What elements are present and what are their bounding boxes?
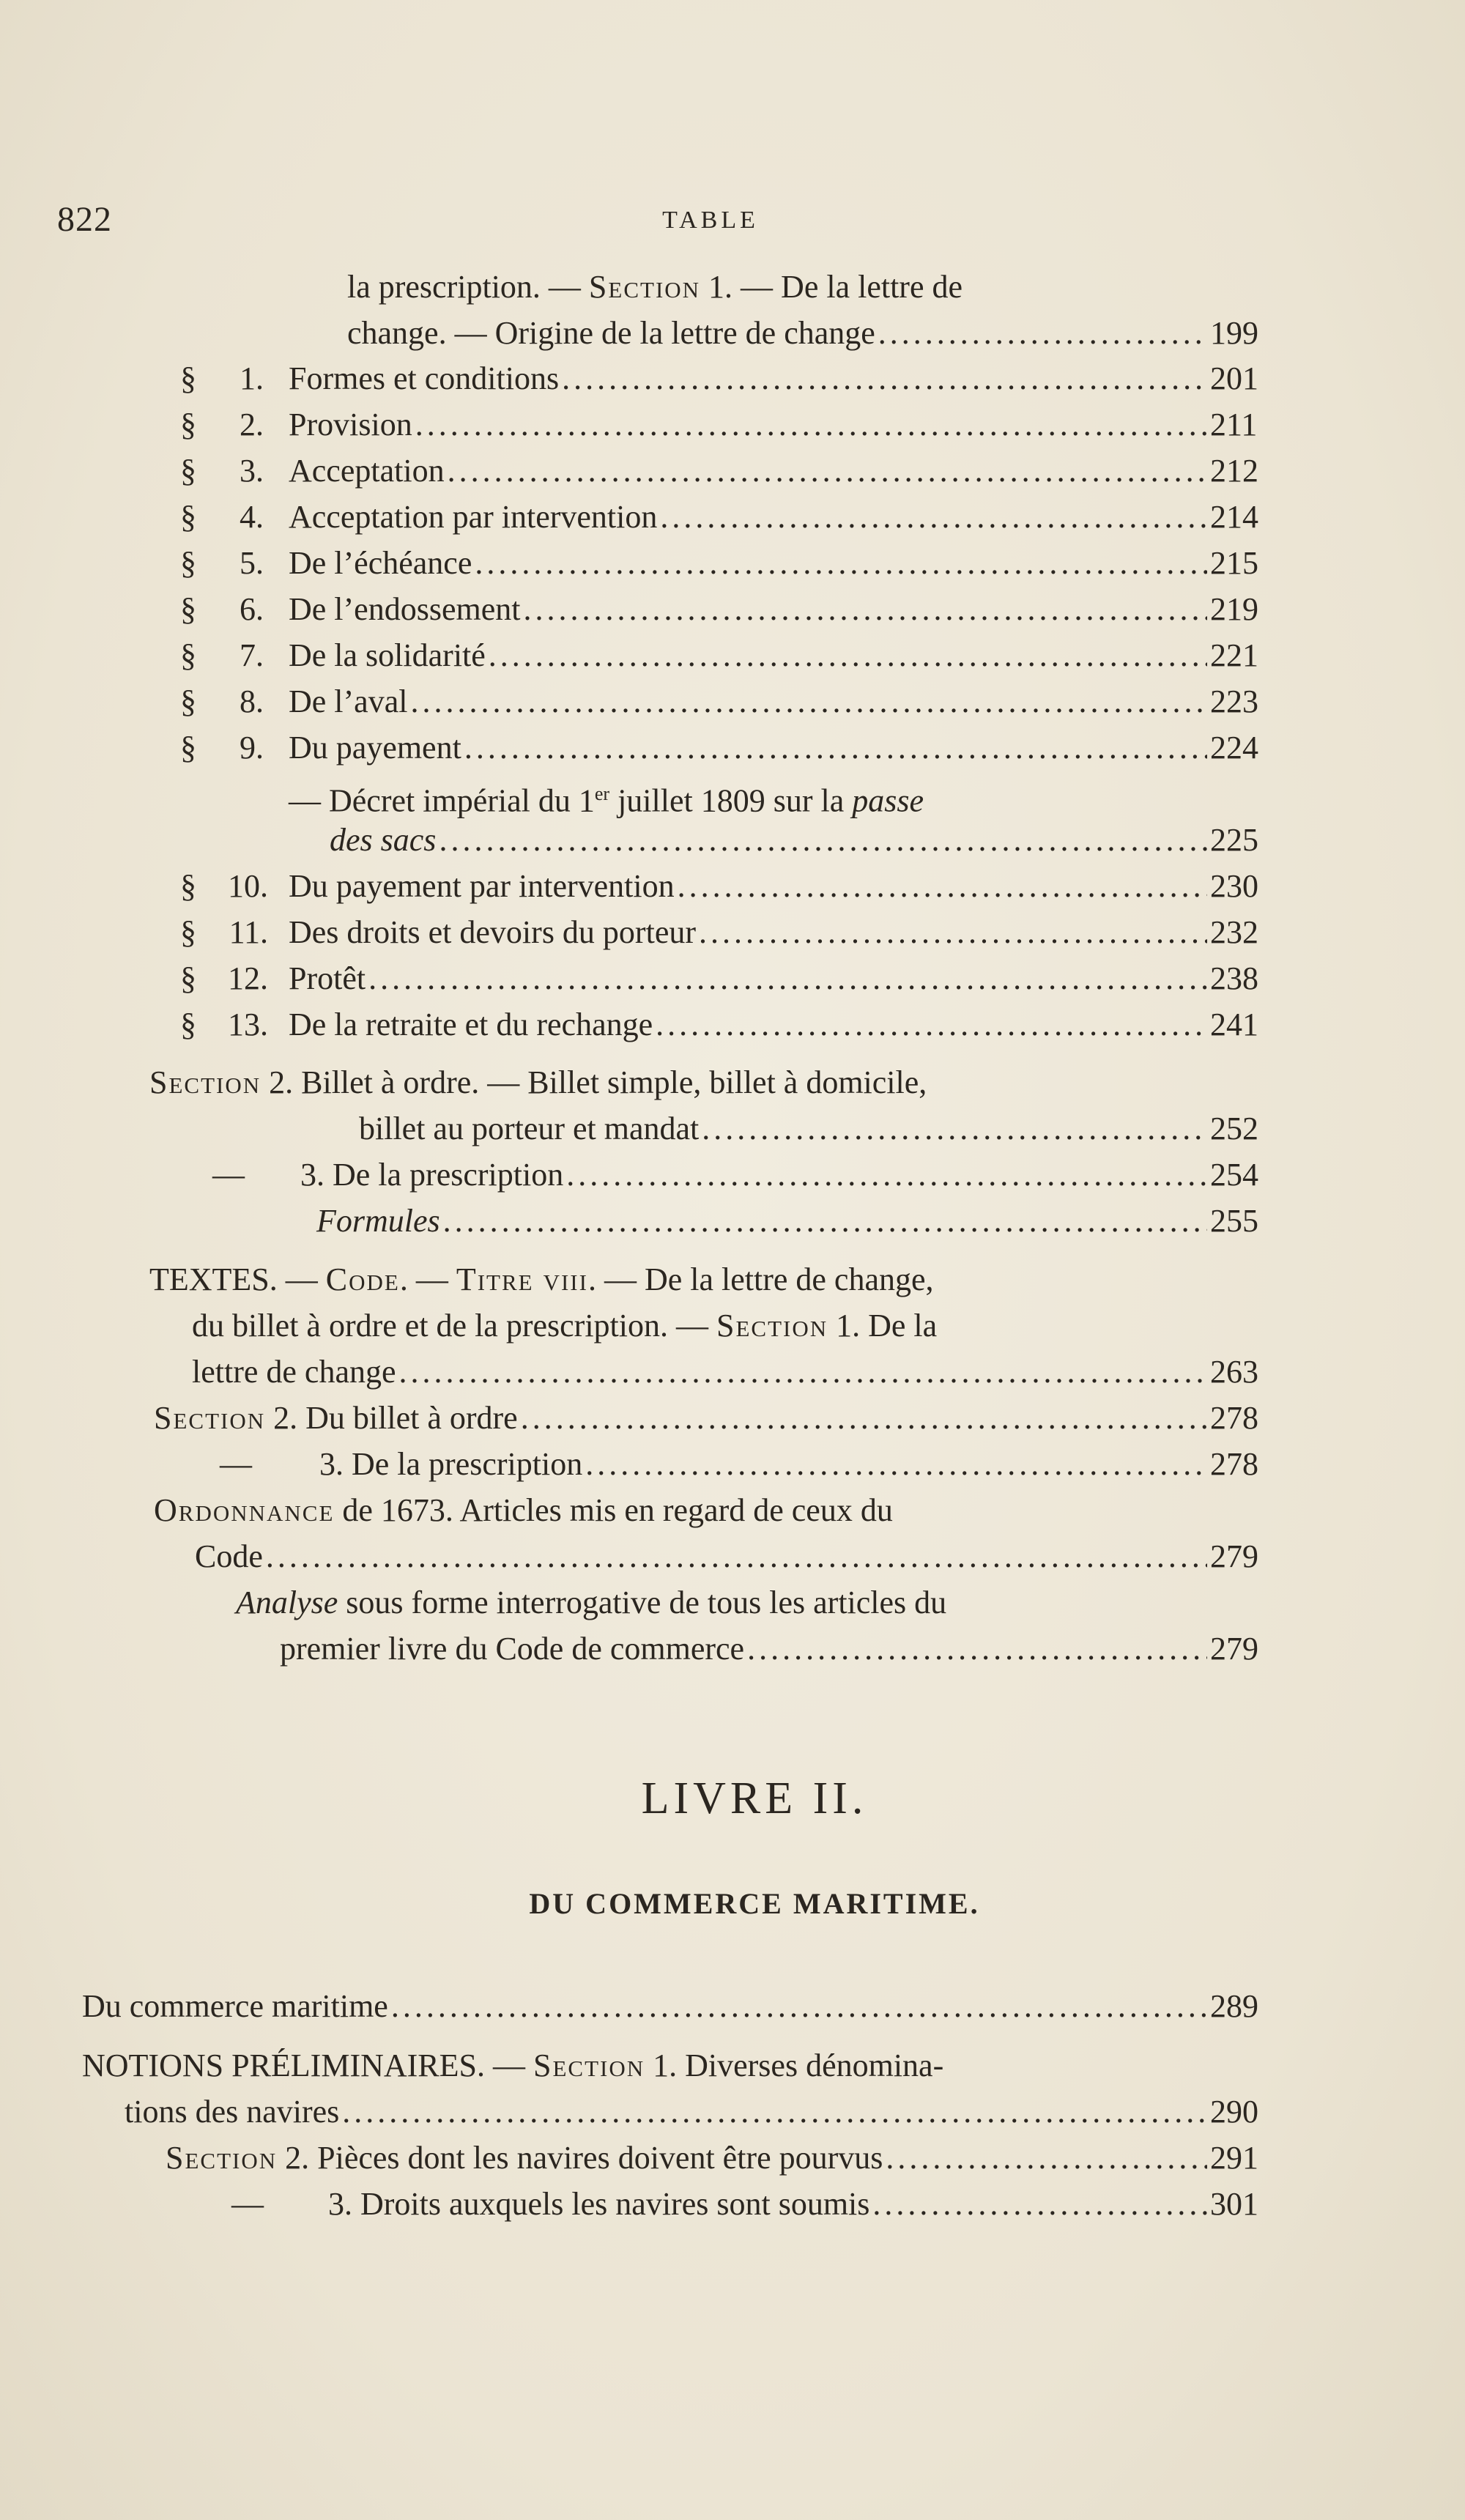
para-symbol: § xyxy=(180,591,196,627)
entry-page: 279 xyxy=(1210,1631,1258,1667)
leader-dots xyxy=(368,957,1207,1001)
para-number: 8. xyxy=(240,683,264,719)
toc-entry xyxy=(82,1984,1277,2028)
textes-line-2 xyxy=(192,1304,937,1348)
toc-entry xyxy=(280,1627,1277,1671)
notions-text-2: 1. Diverses dénomina- xyxy=(645,2048,944,2083)
entry-page: 232 xyxy=(1210,914,1258,950)
section-label: Section xyxy=(588,269,701,305)
toc-entry xyxy=(289,495,1277,539)
para-symbol: § xyxy=(180,868,196,904)
leader-dots xyxy=(585,1442,1207,1486)
para-number: 13. xyxy=(228,1007,268,1042)
para-symbol: § xyxy=(180,499,196,535)
entry-text: Protêt xyxy=(289,960,366,996)
entry-text: Acceptation xyxy=(289,453,445,489)
ordonnance-label: Ordonnance xyxy=(154,1492,335,1528)
para-symbol: § xyxy=(180,914,196,950)
livre-heading: LIVRE II. xyxy=(641,1774,868,1823)
entry-text: 3. De la prescription xyxy=(300,1157,564,1193)
entry-page: 225 xyxy=(1210,822,1258,858)
notions-text: NOTIONS PRÉLIMINAIRES. — xyxy=(82,2048,533,2083)
decret-italic: passe xyxy=(852,782,924,819)
toc-entry xyxy=(316,1199,1277,1243)
entry-text: Du payement par intervention xyxy=(289,868,675,904)
leader-dots xyxy=(678,864,1207,908)
entry-text: des sacs xyxy=(330,822,437,858)
toc-entry xyxy=(289,726,1277,770)
entry-page: 201 xyxy=(1210,360,1258,396)
leader-dots xyxy=(399,1350,1207,1394)
toc-entry xyxy=(289,357,1277,401)
para-symbol: § xyxy=(180,730,196,766)
entry-text: change. — Origine de la lettre de change xyxy=(347,315,875,351)
leader-dots xyxy=(656,1003,1207,1047)
entry-page: 263 xyxy=(1210,1354,1258,1390)
toc-entry xyxy=(192,1350,1277,1394)
entry-page: 279 xyxy=(1210,1538,1258,1574)
titre-label: Titre viii xyxy=(456,1261,588,1297)
para-symbol: § xyxy=(180,960,196,996)
leader-dots xyxy=(702,1107,1207,1151)
leader-dots xyxy=(886,2136,1207,2180)
section-label: Section xyxy=(154,1400,266,1436)
entry-page: 254 xyxy=(1210,1157,1258,1193)
leader-dots xyxy=(439,818,1207,862)
textes-text-2: . — De la lettre de change, xyxy=(587,1261,934,1297)
para-number: 3. xyxy=(240,453,264,489)
para-symbol: § xyxy=(180,545,196,581)
toc-entry xyxy=(154,1396,1277,1440)
entry-text: De la retraite et du rechange xyxy=(289,1007,653,1042)
leader-dots xyxy=(878,311,1207,355)
section-label: Section xyxy=(149,1064,262,1100)
ordonnance-line-1 xyxy=(154,1489,893,1533)
leader-dots xyxy=(410,680,1207,724)
para-symbol: § xyxy=(180,453,196,489)
leader-dots xyxy=(489,634,1207,678)
entry-page: 221 xyxy=(1210,637,1258,673)
toc-entry xyxy=(359,1107,1277,1151)
leader-dots xyxy=(566,1153,1207,1197)
toc-entry xyxy=(125,2090,1277,2134)
toc-entry xyxy=(289,449,1277,493)
entry-text: 2. Pièces dont les navires doivent être pourvus xyxy=(277,2140,883,2176)
entry-page: 278 xyxy=(1210,1446,1258,1482)
entry-text: De la solidarité xyxy=(289,637,486,673)
para-number: 2. xyxy=(240,407,264,442)
entry-page: 211 xyxy=(1210,407,1258,442)
section-label: Section xyxy=(716,1308,828,1344)
toc-entry xyxy=(347,311,1277,355)
entry-page: 252 xyxy=(1210,1111,1258,1146)
para-number: 1. xyxy=(240,360,264,396)
entry-text: De l’échéance xyxy=(289,545,472,581)
entry-text: 3. Droits auxquels les navires sont soumis xyxy=(328,2186,870,2222)
intro-text-2: 1. — De la lettre de xyxy=(700,269,963,305)
entry-text: premier livre du Code de commerce xyxy=(280,1631,745,1667)
entry-text: Formes et conditions xyxy=(289,360,560,396)
para-number: 6. xyxy=(240,591,264,627)
livre-subtitle: DU COMMERCE MARITIME. xyxy=(529,1887,980,1920)
toc-entry xyxy=(289,403,1277,447)
textes-text: TEXTES. — xyxy=(149,1261,326,1297)
leader-dots xyxy=(266,1535,1207,1579)
leader-dots xyxy=(448,449,1207,493)
entry-text: Du commerce maritime xyxy=(82,1988,388,2024)
entry-text: billet au porteur et mandat xyxy=(359,1111,700,1146)
entry-page: 219 xyxy=(1210,591,1258,627)
textes-text-3: du billet à ordre et de la prescription. — xyxy=(192,1308,716,1344)
para-symbol: § xyxy=(180,1007,196,1042)
entry-page: 199 xyxy=(1210,315,1258,351)
textes-sep: . — xyxy=(399,1261,456,1297)
leader-dots xyxy=(521,1396,1207,1440)
section2-line-1 xyxy=(149,1061,927,1105)
para-symbol: § xyxy=(180,360,196,396)
entry-page: 212 xyxy=(1210,453,1258,489)
leader-dots xyxy=(562,357,1207,401)
section-label: Section xyxy=(533,2048,645,2083)
section-label: Section xyxy=(166,2140,278,2176)
toc-entry xyxy=(289,541,1277,585)
entry-page: 241 xyxy=(1210,1007,1258,1042)
leader-dots xyxy=(475,541,1207,585)
entry-text: De l’endossement xyxy=(289,591,521,627)
para-number: 10. xyxy=(228,868,268,904)
entry-page: 230 xyxy=(1210,868,1258,904)
leader-dots xyxy=(660,495,1207,539)
para-symbol: § xyxy=(180,637,196,673)
entry-text: Des droits et devoirs du porteur xyxy=(289,914,696,950)
para-number: 12. xyxy=(228,960,268,996)
entry-page: 223 xyxy=(1210,683,1258,719)
entry-text: Formules xyxy=(316,1203,440,1239)
para-number: 7. xyxy=(240,637,264,673)
analyse-italic: Analyse xyxy=(236,1585,338,1620)
leader-dots xyxy=(342,2090,1207,2134)
leader-dots xyxy=(699,911,1207,955)
toc-entry xyxy=(289,634,1277,678)
para-symbol: § xyxy=(180,683,196,719)
intro-line-1 xyxy=(347,265,963,309)
decret-line-1 xyxy=(289,772,1175,823)
entry-page: 255 xyxy=(1210,1203,1258,1239)
running-title: TABLE xyxy=(662,207,759,234)
leader-dots xyxy=(747,1627,1207,1671)
entry-page: 278 xyxy=(1210,1400,1258,1436)
toc-entry xyxy=(300,1153,1277,1197)
intro-text: la prescription. — xyxy=(347,269,589,305)
para-number: 11. xyxy=(229,914,268,950)
leader-dots xyxy=(391,1984,1207,2028)
analyse-text: sous forme interrogative de tous les articles du xyxy=(338,1585,947,1620)
decret-text-2: juillet 1809 sur la xyxy=(609,782,853,819)
para-number: 9. xyxy=(240,730,264,766)
entry-page: 301 xyxy=(1210,2186,1258,2222)
entry-page: 224 xyxy=(1210,730,1258,766)
entry-page: 214 xyxy=(1210,499,1258,535)
decret-text: — Décret impérial du 1 xyxy=(289,782,595,819)
para-number: 5. xyxy=(240,545,264,581)
ordonnance-text: de 1673. Articles mis en regard de ceux du xyxy=(334,1492,893,1528)
leader-dots xyxy=(443,1199,1207,1243)
entry-text: De l’aval xyxy=(289,683,408,719)
entry-page: 291 xyxy=(1210,2140,1258,2176)
entry-text: Acceptation par intervention xyxy=(289,499,658,535)
entry-text: Provision xyxy=(289,407,412,442)
entry-text: Du payement xyxy=(289,730,461,766)
entry-text: 2. Du billet à ordre xyxy=(265,1400,518,1436)
section2-text: 2. Billet à ordre. — Billet simple, billet à domicile, xyxy=(261,1064,927,1100)
toc-entry xyxy=(289,957,1277,1001)
entry-text: lettre de change xyxy=(192,1354,396,1390)
toc-entry xyxy=(319,1442,1277,1486)
toc-entry xyxy=(195,1535,1277,1579)
toc-entry xyxy=(330,818,1277,862)
page-number: 822 xyxy=(57,200,112,239)
entry-text: 3. De la prescription xyxy=(319,1446,583,1482)
toc-entry xyxy=(289,1003,1277,1047)
toc-entry xyxy=(289,911,1277,955)
leader-dots xyxy=(523,588,1207,631)
toc-entry xyxy=(166,2136,1277,2180)
entry-page: 289 xyxy=(1210,1988,1258,2024)
toc-entry xyxy=(289,588,1277,631)
ditto-dash: — xyxy=(212,1157,245,1193)
leader-dots xyxy=(464,726,1207,770)
entry-text: Code xyxy=(195,1538,263,1574)
analyse-line-1 xyxy=(236,1581,946,1625)
entry-text: tions des navires xyxy=(125,2094,340,2130)
textes-line-1 xyxy=(149,1258,934,1302)
ditto-dash: — xyxy=(220,1446,252,1482)
entry-page: 238 xyxy=(1210,960,1258,996)
toc-entry xyxy=(289,864,1277,908)
entry-page: 215 xyxy=(1210,545,1258,581)
textes-text-4: 1. De la xyxy=(828,1308,938,1344)
leader-dots xyxy=(872,2182,1207,2226)
code-label: Code xyxy=(325,1261,400,1297)
toc-entry xyxy=(328,2182,1277,2226)
notions-line-1 xyxy=(82,2044,943,2088)
toc-entry xyxy=(289,680,1277,724)
leader-dots xyxy=(415,403,1207,447)
decret-sup: er xyxy=(594,783,610,804)
para-number: 4. xyxy=(240,499,264,535)
para-symbol: § xyxy=(180,407,196,442)
ditto-dash: — xyxy=(231,2186,264,2222)
entry-page: 290 xyxy=(1210,2094,1258,2130)
